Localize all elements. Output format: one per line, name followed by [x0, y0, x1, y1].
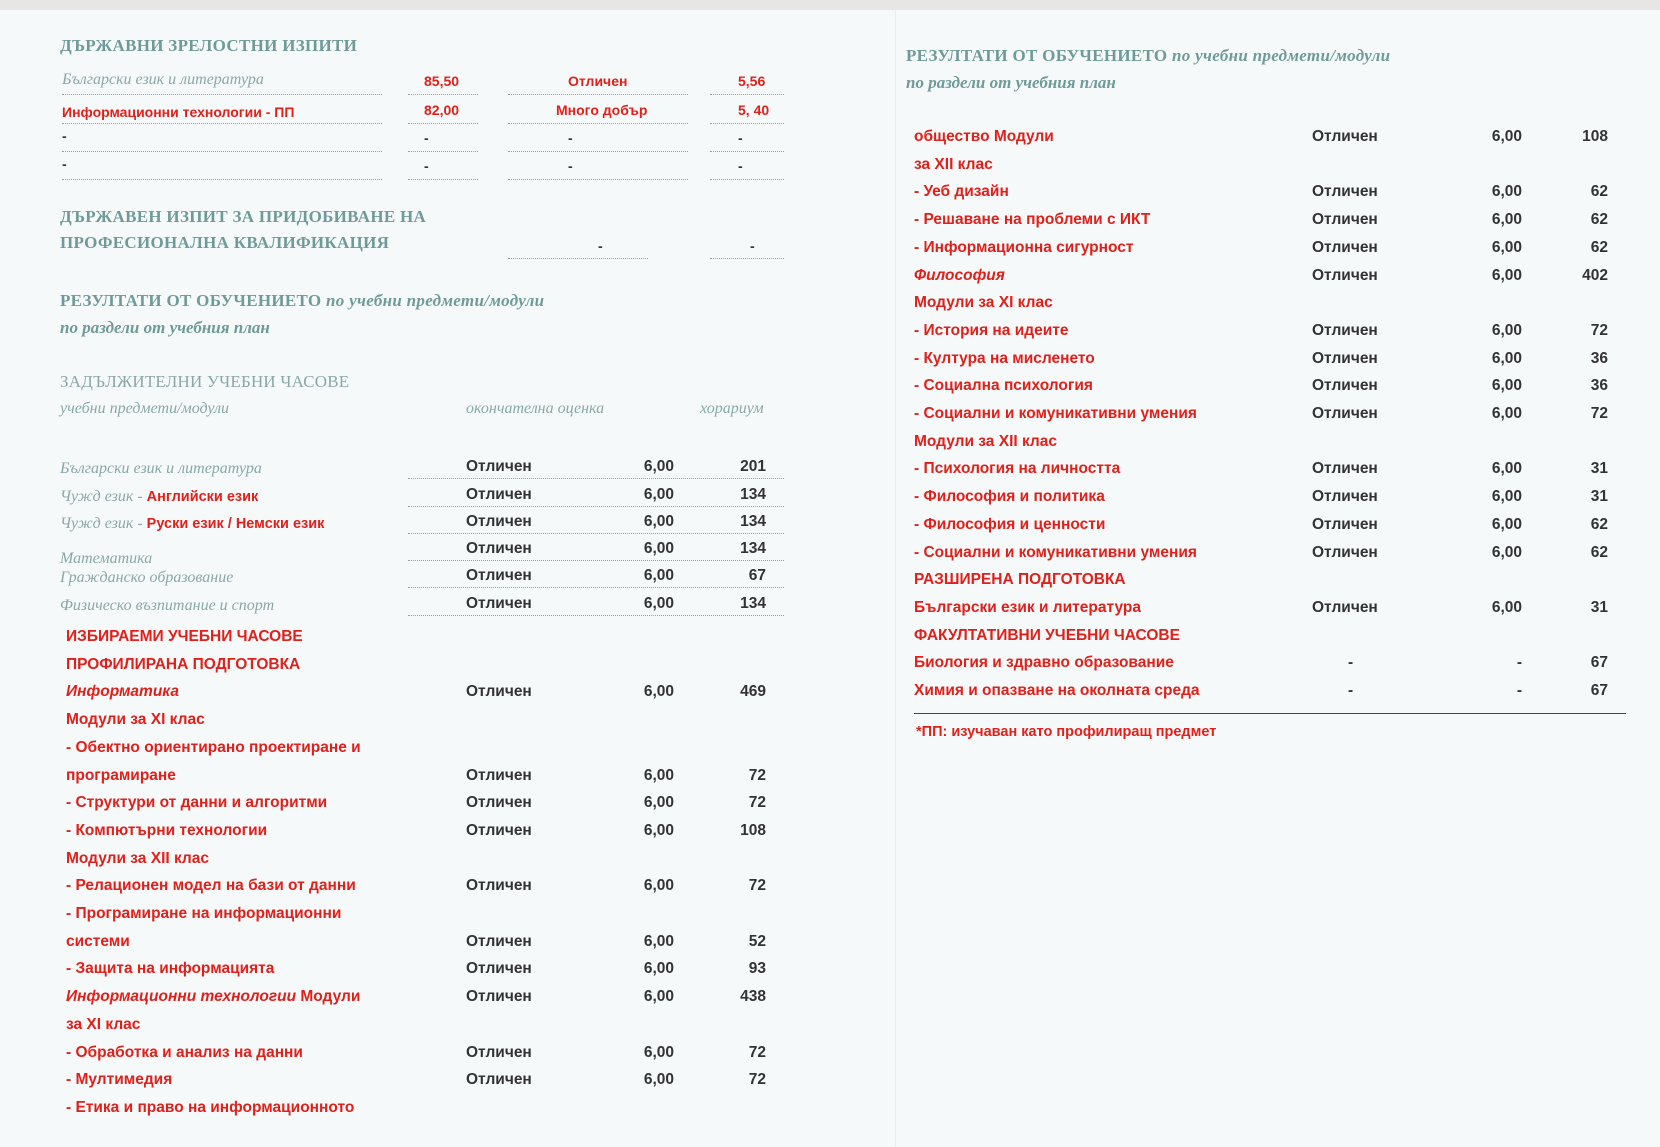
right-row-text: общество Модули	[914, 128, 1054, 145]
right-row-grade: -	[1348, 682, 1354, 699]
mandatory-hours: 67	[748, 567, 766, 584]
right-row-mark: 6,00	[1491, 405, 1522, 422]
right-row-text: Модули за XI клас	[914, 294, 1053, 312]
right-row-label	[914, 599, 1141, 617]
right-row-label	[914, 128, 1054, 146]
results-title-right	[906, 46, 1390, 66]
right-row-mark: 6,00	[1491, 238, 1522, 256]
qual-exam-mark-line	[710, 256, 784, 259]
right-row-hours: 31	[1590, 460, 1608, 478]
left-row-text-tail: Модули	[296, 988, 361, 1006]
right-row-mark: -	[1516, 682, 1522, 699]
exam-score-line	[408, 121, 478, 124]
right-row-hours: 62	[1590, 515, 1608, 533]
results-title-bold: РЕЗУЛТАТИ ОТ ОБУЧЕНИЕТО	[60, 291, 322, 310]
exam-subject: Български език и литература	[62, 71, 264, 88]
right-row-text: - Психология на личността	[914, 460, 1121, 478]
mandatory-hours: 134	[740, 486, 766, 503]
left-row-label	[66, 1016, 140, 1034]
right-row-text: РАЗШИРЕНА ПОДГОТОВКА	[914, 571, 1126, 589]
exam-grade-line	[508, 177, 688, 180]
right-row-mark: 6,00	[1491, 211, 1522, 229]
exam-subject: -	[62, 156, 67, 172]
right-row-grade: Отличен	[1312, 488, 1378, 506]
right-row-label	[914, 183, 1009, 201]
right-row-label	[914, 516, 1105, 534]
left-row-mark: 6,00	[643, 1043, 674, 1061]
exam-mark: -	[738, 158, 743, 174]
left-row-mark: 6,00	[643, 960, 674, 978]
left-row-label	[66, 960, 274, 978]
right-row-grade: Отличен	[1312, 266, 1378, 284]
results-title-bold-right: РЕЗУЛТАТИ ОТ ОБУЧЕНИЕТО	[906, 46, 1168, 65]
right-row-hours: 67	[1590, 682, 1608, 699]
left-row-text: системи	[66, 932, 130, 950]
exam-score: -	[424, 158, 429, 174]
exam-mark-line	[710, 121, 784, 124]
mandatory-row-subject	[60, 597, 274, 615]
right-row-grade: Отличен	[1312, 405, 1378, 422]
right-row-label	[914, 211, 1150, 229]
mandatory-subject-fill: Английски език	[146, 489, 259, 505]
left-row-hours: 438	[740, 988, 766, 1006]
right-row-label	[914, 322, 1068, 340]
col-header-grade: окончателна оценка	[466, 400, 605, 417]
right-row-text: ФАКУЛТАТИВНИ УЧЕБНИ ЧАСОВЕ	[914, 626, 1180, 644]
exam-grade: Много добър	[556, 102, 648, 118]
exam-subject-line	[62, 121, 382, 124]
right-row-mark: 6,00	[1491, 266, 1522, 284]
right-row-label	[914, 544, 1197, 562]
exams-title: ДЪРЖАВНИ ЗРЕЛОСТНИ ИЗПИТИ	[60, 36, 358, 55]
right-row-mark: -	[1516, 654, 1522, 672]
left-row-text: ИЗБИРАЕМИ УЧЕБНИ ЧАСОВЕ	[66, 628, 303, 645]
exam-grade: -	[568, 130, 573, 146]
mandatory-subject-label: Физическо възпитание и спорт	[60, 597, 275, 614]
left-row-label	[66, 822, 267, 840]
exam-subject-line	[62, 92, 382, 95]
left-row-text: Модули за XI клас	[66, 711, 205, 729]
right-row-text: Биология и здравно образование	[914, 654, 1174, 672]
left-row-mark: 6,00	[643, 988, 674, 1006]
qual-exam-mark: -	[750, 238, 755, 254]
mandatory-row-subject	[60, 550, 152, 568]
mandatory-grade: Отличен	[466, 567, 532, 584]
left-row-mark: 6,00	[643, 1071, 674, 1089]
right-row-text: - Култура на мисленето	[914, 349, 1095, 367]
right-row-text: - Решаване на проблеми с ИКТ	[914, 211, 1151, 229]
left-row-mark: 6,00	[643, 821, 674, 839]
left-row-text: Модули за XII клас	[66, 849, 210, 867]
exam-mark-line	[710, 149, 784, 152]
left-row-grade: Отличен	[466, 1071, 532, 1089]
mandatory-grade: Отличен	[466, 458, 532, 475]
left-row-label	[66, 628, 303, 646]
right-row-label	[914, 156, 993, 174]
right-row-text: - Социални и комуникативни умения	[914, 543, 1197, 561]
results-title-rest: по учебни предмети/модули	[321, 291, 545, 310]
right-row-hours: 31	[1590, 488, 1608, 506]
right-row-label	[914, 488, 1105, 506]
mandatory-hours: 201	[740, 458, 766, 475]
mandatory-mark: 6,00	[643, 595, 674, 612]
left-row-text: - Обектно ориентирано проектиране и	[66, 738, 361, 756]
left-row-text: - Релационен модел на бази от данни	[66, 877, 356, 895]
left-row-text: Информатика	[66, 683, 179, 701]
left-row-grade: Отличен	[466, 932, 532, 950]
left-row-hours: 72	[748, 1071, 766, 1089]
left-row-text: - Защита на информацията	[66, 960, 275, 978]
right-row-label	[914, 682, 1200, 700]
left-row-text: ПРОФИЛИРАНА ПОДГОТОВКА	[66, 655, 301, 673]
mandatory-row-subject	[60, 488, 258, 506]
left-row-label	[66, 988, 360, 1006]
left-row-label	[66, 1044, 303, 1062]
right-row-label	[914, 571, 1126, 589]
mandatory-mark: 6,00	[643, 567, 674, 584]
right-row-label	[914, 350, 1095, 368]
right-row-label	[914, 267, 1005, 285]
right-row-hours: 72	[1590, 321, 1608, 339]
right-row-label	[914, 433, 1057, 451]
col-header-subjects: учебни предмети/модули	[60, 400, 230, 417]
right-row-grade: -	[1348, 654, 1354, 672]
right-row-text: Модули за XII клас	[914, 432, 1058, 450]
right-row-grade: Отличен	[1312, 460, 1378, 478]
exam-mark: 5, 40	[738, 102, 770, 118]
exam-subject-line	[62, 149, 382, 152]
left-row-text: за XI клас	[66, 1015, 141, 1033]
left-row-hours: 72	[748, 877, 766, 895]
right-row-hours: 62	[1590, 211, 1608, 229]
left-row-label	[66, 905, 341, 923]
left-row-mark: 6,00	[643, 766, 674, 784]
results-title-right-line2: по раздели от учебния план	[906, 73, 1116, 92]
left-row-label	[66, 933, 130, 951]
left-row-hours: 93	[748, 960, 766, 978]
right-row-hours: 36	[1590, 349, 1608, 367]
mandatory-hours: 134	[740, 595, 766, 612]
mandatory-row-subject	[60, 515, 324, 533]
results-title-left	[60, 291, 544, 311]
left-row-grade: Отличен	[466, 988, 532, 1006]
right-row-text: - История на идеите	[914, 321, 1069, 339]
right-row-grade: Отличен	[1312, 377, 1378, 395]
exam-score-line	[408, 92, 478, 95]
right-row-label	[914, 627, 1180, 645]
exam-subject-line	[62, 177, 382, 180]
mandatory-row-line	[408, 531, 784, 534]
exam-grade-line	[508, 149, 688, 152]
left-row-grade: Отличен	[466, 794, 532, 812]
mandatory-hours: 134	[740, 540, 766, 557]
exam-grade: Отличен	[568, 73, 628, 89]
mandatory-subject-label: Чужд език -	[60, 488, 147, 505]
exam-score-line	[408, 149, 478, 152]
qual-exam-grade-line	[508, 256, 648, 259]
left-row-hours: 72	[748, 766, 766, 784]
mandatory-grade: Отличен	[466, 513, 532, 530]
right-row-text: - Философия и ценности	[914, 515, 1106, 533]
right-row-mark: 6,00	[1491, 488, 1522, 506]
right-row-hours: 62	[1590, 238, 1608, 256]
qual-exam-line2: ПРОФЕСИОНАЛНА КВАЛИФИКАЦИЯ	[60, 233, 390, 252]
right-row-hours: 108	[1582, 128, 1608, 145]
right-row-label	[914, 460, 1120, 478]
mandatory-row-line	[408, 476, 784, 479]
mandatory-mark: 6,00	[643, 486, 674, 503]
right-row-grade: Отличен	[1312, 543, 1378, 561]
exam-mark-line	[710, 177, 784, 180]
qual-exam-line1: ДЪРЖАВЕН ИЗПИТ ЗА ПРИДОБИВАНЕ НА	[60, 207, 427, 226]
right-row-label	[914, 294, 1053, 312]
mandatory-row-line	[408, 613, 784, 616]
left-row-hours: 72	[748, 794, 766, 812]
left-row-hours: 52	[748, 932, 766, 950]
exam-subject: -	[62, 128, 67, 144]
right-row-mark: 6,00	[1491, 321, 1522, 339]
right-row-hours: 31	[1590, 598, 1608, 616]
left-row-mark: 6,00	[643, 877, 674, 895]
right-row-grade: Отличен	[1312, 128, 1378, 145]
right-row-text: - Уеб дизайн	[914, 183, 1009, 201]
right-row-mark: 6,00	[1491, 349, 1522, 367]
exam-grade: -	[568, 158, 573, 174]
exam-mark: -	[738, 130, 743, 146]
right-row-grade: Отличен	[1312, 515, 1378, 533]
diploma-spread	[0, 10, 1660, 1147]
left-row-grade: Отличен	[466, 766, 532, 784]
right-row-text: Български език и литература	[914, 598, 1141, 616]
right-row-label	[914, 377, 1093, 395]
right-row-hours: 67	[1590, 654, 1608, 672]
left-row-text: - Структури от данни и алгоритми	[66, 794, 328, 812]
footnote-rule	[914, 713, 1626, 714]
mandatory-row-line	[408, 558, 784, 561]
right-row-hours: 62	[1590, 183, 1608, 201]
mandatory-mark: 6,00	[643, 540, 674, 557]
exam-score: -	[424, 130, 429, 146]
exam-mark-line	[710, 92, 784, 95]
exam-score: 82,00	[424, 102, 460, 118]
left-row-text: - Етика и право на информационното	[66, 1098, 355, 1116]
footnote: *ПП: изучаван като профилиращ предмет	[916, 724, 1217, 740]
exam-grade-line	[508, 121, 688, 124]
results-title-rest-right: по учебни предмети/модули	[1167, 46, 1391, 65]
exam-grade-line	[508, 92, 688, 95]
left-row-text: - Обработка и анализ на данни	[66, 1043, 303, 1061]
right-row-text: - Социална психология	[914, 377, 1093, 395]
right-row-grade: Отличен	[1312, 321, 1378, 339]
mandatory-mark: 6,00	[643, 513, 674, 530]
exam-mark: 5,56	[738, 73, 766, 89]
left-row-label	[66, 794, 327, 812]
right-row-mark: 6,00	[1491, 183, 1522, 201]
mandatory-hours: 134	[740, 513, 766, 530]
left-row-label	[66, 656, 300, 674]
right-row-grade: Отличен	[1312, 211, 1378, 229]
right-row-text: Химия и опазване на околната среда	[914, 682, 1200, 699]
qual-exam-grade: -	[598, 238, 603, 254]
right-row-hours: 62	[1590, 543, 1608, 561]
col-header-hours: хорариум	[700, 400, 764, 417]
mandatory-grade: Отличен	[466, 486, 532, 503]
left-row-grade: Отличен	[466, 960, 532, 978]
left-row-hours: 72	[748, 1043, 766, 1061]
mandatory-title: ЗАДЪЛЖИТЕЛНИ УЧЕБНИ ЧАСОВЕ	[60, 372, 350, 391]
right-row-mark: 6,00	[1491, 543, 1522, 561]
exam-score: 85,50	[424, 73, 460, 89]
left-row-text: - Компютърни технологии	[66, 821, 268, 839]
left-row-label	[66, 877, 356, 895]
left-row-label	[66, 1071, 172, 1089]
exam-score-line	[408, 177, 478, 180]
right-row-mark: 6,00	[1491, 128, 1522, 145]
right-row-grade: Отличен	[1312, 349, 1378, 367]
left-row-hours: 108	[740, 821, 766, 839]
left-row-hours: 469	[740, 683, 766, 701]
mandatory-subject-label: Гражданско образование	[60, 569, 234, 586]
mandatory-row-line	[408, 504, 784, 507]
exam-subject: Информационни технологии - ПП	[62, 104, 295, 120]
right-row-label	[914, 405, 1197, 423]
left-row-label	[66, 1099, 354, 1117]
left-row-text: - Програмиране на информационни	[66, 905, 342, 922]
right-row-hours: 402	[1582, 266, 1608, 284]
mandatory-grade: Отличен	[466, 595, 532, 612]
left-row-grade: Отличен	[466, 877, 532, 895]
mandatory-subject-label: Чужд език -	[60, 515, 147, 532]
right-row-label	[914, 654, 1174, 672]
mandatory-subject-fill: Руски език / Немски език	[146, 516, 325, 532]
mandatory-row-subject	[60, 460, 262, 478]
left-row-label	[66, 739, 361, 757]
left-row-mark: 6,00	[643, 794, 674, 812]
left-row-grade: Отличен	[466, 1043, 532, 1061]
left-row-mark: 6,00	[643, 683, 674, 701]
right-row-text: - Информационна сигурност	[914, 238, 1134, 256]
right-row-mark: 6,00	[1491, 377, 1522, 395]
mandatory-row-line	[408, 585, 784, 588]
results-title-left-line2: по раздели от учебния план	[60, 318, 270, 337]
right-row-grade: Отличен	[1312, 598, 1378, 616]
left-row-grade: Отличен	[466, 683, 532, 701]
right-row-mark: 6,00	[1491, 598, 1522, 616]
mandatory-subject-label: Български език и литература	[60, 460, 262, 477]
right-row-text: - Философия и политика	[914, 488, 1105, 506]
left-row-grade: Отличен	[466, 821, 532, 839]
right-row-text: за XII клас	[914, 155, 993, 173]
left-row-text: програмиране	[66, 766, 176, 784]
right-row-mark: 6,00	[1491, 515, 1522, 533]
mandatory-row-subject	[60, 569, 233, 587]
left-row-label	[66, 711, 205, 729]
right-row-hours: 36	[1590, 377, 1608, 395]
right-row-text: - Социални и комуникативни умения	[914, 405, 1197, 422]
right-row-grade: Отличен	[1312, 238, 1378, 256]
left-row-text: - Мултимедия	[66, 1071, 173, 1089]
right-row-mark: 6,00	[1491, 460, 1522, 478]
mandatory-subject-label: Математика	[60, 550, 153, 567]
right-row-hours: 72	[1590, 405, 1608, 422]
mandatory-mark: 6,00	[643, 458, 674, 475]
right-row-text: Философия	[914, 266, 1005, 284]
left-row-label	[66, 767, 176, 785]
left-row-text: Информационни технологии	[66, 988, 297, 1006]
right-row-label	[914, 239, 1133, 257]
left-row-label	[66, 850, 209, 868]
left-row-mark: 6,00	[643, 932, 674, 950]
right-row-grade: Отличен	[1312, 183, 1378, 201]
left-row-label	[66, 683, 179, 701]
mandatory-grade: Отличен	[466, 540, 532, 557]
